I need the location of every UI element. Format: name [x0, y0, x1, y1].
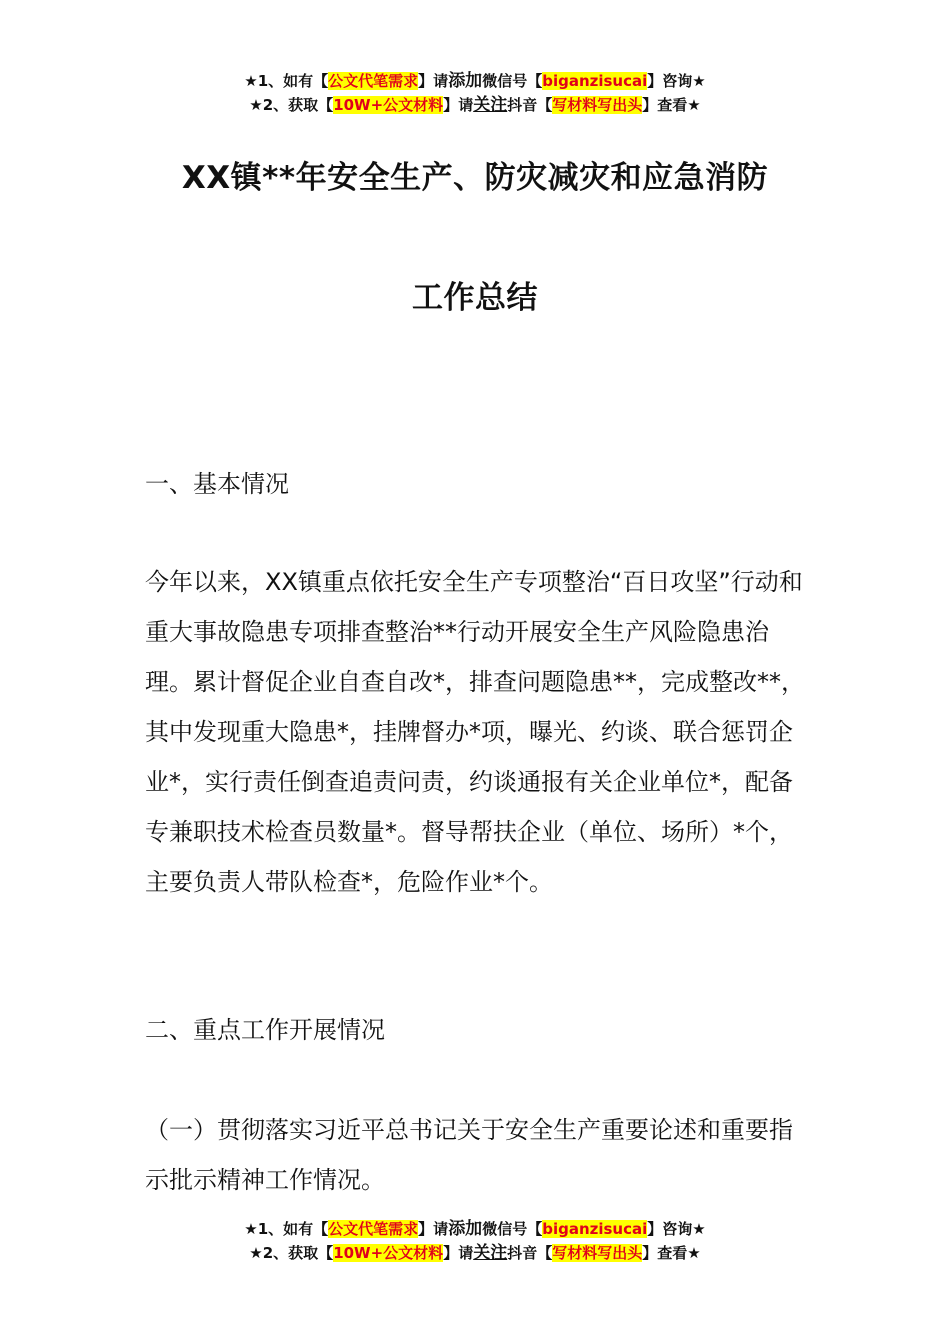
section-heading-key-work: 二、重点工作开展情况 [145, 1016, 385, 1044]
promo-wechat-id: biganzisucai [542, 1220, 648, 1238]
promo-text: 】请 [443, 96, 474, 114]
promo-highlight: 公文代笔需求 [328, 1220, 419, 1238]
promo-douyin-id: 写材料写出头 [552, 1244, 643, 1262]
promo-emphasis: 关注 [473, 1243, 508, 1263]
promo-text: 】请 [418, 1220, 449, 1238]
promo-line-2 [0, 93, 950, 117]
section-paragraph-basic: 今年以来，XX镇重点依托安全生产专项整治“百日攻坚”行动和重大事故隐患专项排查整治**行动开展安全生产风险隐患治理。累计督促企业自查自改*，排查问题隐患**，完成整改**，其中发现重大隐患*，挂牌督办*项，曝光、约谈、联合惩罚企业*，实行责任倒查追责问责，约谈通报有关企业单位*，配备专兼职技术检查员数量*。督导帮扶企业（单位、场所）*个，主要负责人带队检查*，危险作业*个。 [145, 568, 805, 896]
promo-emphasis: 关注 [473, 95, 508, 115]
promo-text: 】请 [443, 1244, 474, 1262]
promo-highlight: 公文代笔需求 [328, 72, 419, 90]
promo-text: 】咨询★ [647, 72, 706, 90]
promo-text: ★2、获取【 [249, 1244, 334, 1262]
section-heading-basic: 一、基本情况 [145, 470, 289, 498]
promo-text: 抖音【 [507, 96, 553, 114]
promo-text: 】咨询★ [647, 1220, 706, 1238]
promo-text: ★1、如有【 [244, 1220, 329, 1238]
promo-banner-top [0, 69, 950, 117]
promo-highlight: 10W+公文材料 [333, 96, 444, 114]
promo-text: 】查看★ [642, 96, 701, 114]
promo-line-2 [0, 1241, 950, 1265]
document-title-line-1: XX镇**年安全生产、防灾减灾和应急消防 [181, 160, 769, 196]
subsection-heading-1: （一）贯彻落实习近平总书记关于安全生产重要论述和重要指示批示精神工作情况。 [145, 1116, 793, 1194]
promo-text: ★1、如有【 [244, 72, 329, 90]
promo-text: 】请 [418, 72, 449, 90]
promo-text: 抖音【 [507, 1244, 553, 1262]
promo-text: 微信号【 [482, 1220, 543, 1238]
promo-douyin-id: 写材料写出头 [552, 96, 643, 114]
promo-text: 微信号【 [482, 72, 543, 90]
promo-text: 】查看★ [642, 1244, 701, 1262]
promo-emphasis: 添加 [448, 71, 483, 91]
promo-highlight: 10W+公文材料 [333, 1244, 444, 1262]
document-title-line-2: 工作总结 [412, 280, 538, 316]
promo-emphasis: 添加 [448, 1219, 483, 1239]
promo-text: ★2、获取【 [249, 96, 334, 114]
promo-line-1 [0, 1217, 950, 1241]
promo-banner-bottom [0, 1217, 950, 1265]
promo-line-1 [0, 69, 950, 93]
promo-wechat-id: biganzisucai [542, 72, 648, 90]
